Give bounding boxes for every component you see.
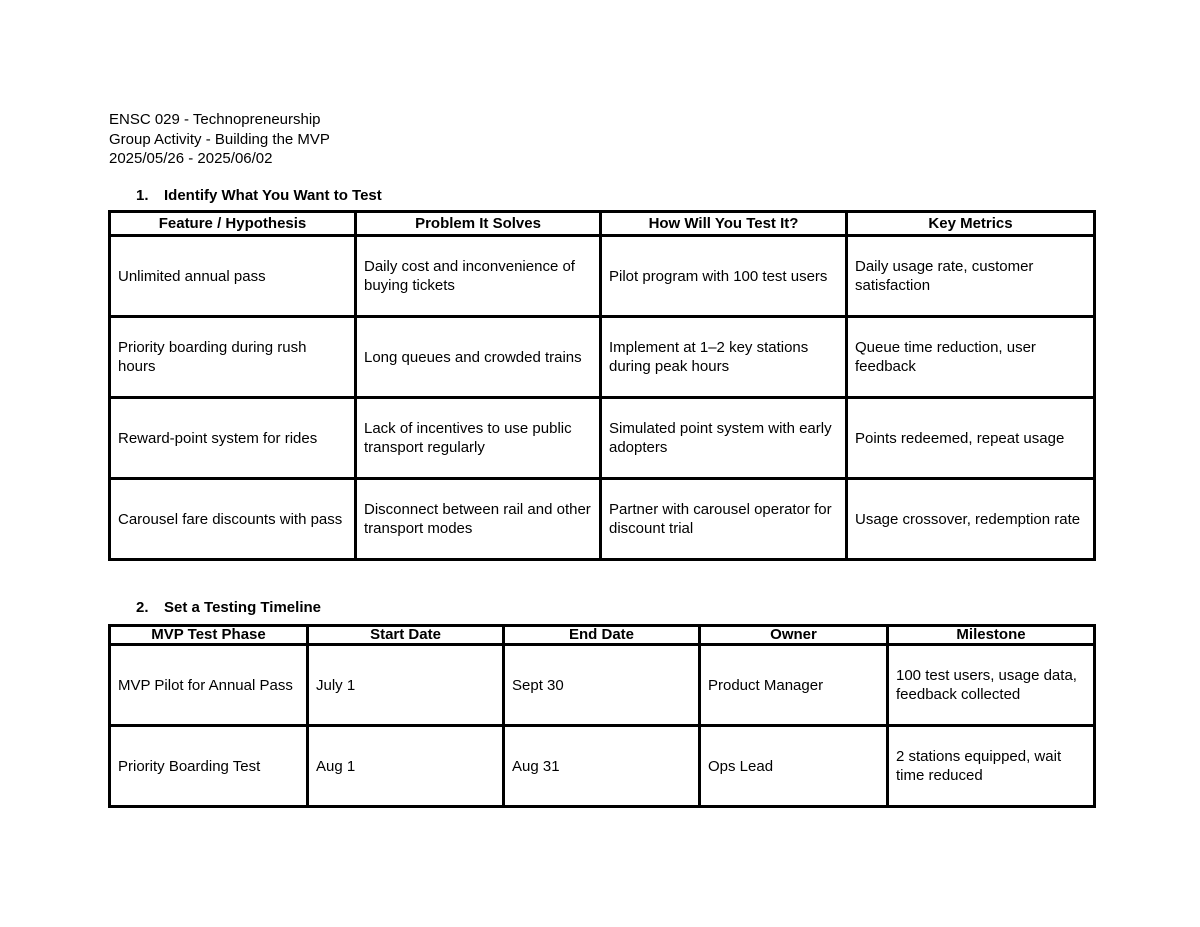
- section-2-label: Set a Testing Timeline: [164, 599, 321, 616]
- table-row: [110, 236, 1095, 317]
- table-cell: 100 test users, usage data, feedback collected: [888, 645, 1095, 726]
- table-cell: Ops Lead: [700, 726, 888, 807]
- table-cell: Pilot program with 100 test users: [601, 236, 847, 317]
- column-header: Owner: [700, 626, 888, 645]
- table-cell: 2 stations equipped, wait time reduced: [888, 726, 1095, 807]
- table-cell: Aug 1: [308, 726, 504, 807]
- column-header: How Will You Test It?: [601, 212, 847, 236]
- table-cell: Aug 31: [504, 726, 700, 807]
- timeline-table: [108, 624, 1096, 808]
- column-header: Feature / Hypothesis: [110, 212, 356, 236]
- test-plan-table: [108, 210, 1096, 561]
- table-row: [110, 479, 1095, 560]
- table-cell: Partner with carousel operator for discount trial: [601, 479, 847, 560]
- table-cell: Carousel fare discounts with pass: [110, 479, 356, 560]
- table-cell: Disconnect between rail and other transport modes: [356, 479, 601, 560]
- section-1-label: Identify What You Want to Test: [164, 187, 382, 204]
- table-cell: Queue time reduction, user feedback: [847, 317, 1095, 398]
- table-row: [110, 726, 1095, 807]
- activity-title: Group Activity - Building the MVP: [109, 130, 330, 148]
- table-cell: Product Manager: [700, 645, 888, 726]
- column-header: Milestone: [888, 626, 1095, 645]
- table-cell: Unlimited annual pass: [110, 236, 356, 317]
- table-cell: Sept 30: [504, 645, 700, 726]
- table-header-row: [110, 626, 1095, 645]
- section-1-title: [136, 187, 382, 204]
- date-range: 2025/05/26 - 2025/06/02: [109, 150, 273, 167]
- table-cell: Points redeemed, repeat usage: [847, 398, 1095, 479]
- column-header: MVP Test Phase: [110, 626, 308, 645]
- document-header: [109, 110, 330, 169]
- table-cell: Daily cost and inconvenience of buying tickets: [356, 236, 601, 317]
- table-cell: Reward-point system for rides: [110, 398, 356, 479]
- section-2-title: [136, 599, 321, 616]
- table-row: [110, 317, 1095, 398]
- table-cell: Implement at 1–2 key stations during peak hours: [601, 317, 847, 398]
- table-cell: Priority Boarding Test: [110, 726, 308, 807]
- column-header: Key Metrics: [847, 212, 1095, 236]
- table-cell: Lack of incentives to use public transport regularly: [356, 398, 601, 479]
- table-cell: Priority boarding during rush hours: [110, 317, 356, 398]
- table-cell: July 1: [308, 645, 504, 726]
- table-cell: Daily usage rate, customer satisfaction: [847, 236, 1095, 317]
- column-header: Start Date: [308, 626, 504, 645]
- course-title: ENSC 029 - Technopreneurship: [109, 111, 321, 128]
- table-header-row: [110, 212, 1095, 236]
- table-cell: Usage crossover, redemption rate: [847, 479, 1095, 560]
- section-2-number: 2.: [136, 599, 149, 616]
- column-header: End Date: [504, 626, 700, 645]
- table-cell: MVP Pilot for Annual Pass: [110, 645, 308, 726]
- table-cell: Simulated point system with early adopters: [601, 398, 847, 479]
- table-row: [110, 398, 1095, 479]
- table-cell: Long queues and crowded trains: [356, 317, 601, 398]
- table-row: [110, 645, 1095, 726]
- section-1-number: 1.: [136, 187, 149, 204]
- column-header: Problem It Solves: [356, 212, 601, 236]
